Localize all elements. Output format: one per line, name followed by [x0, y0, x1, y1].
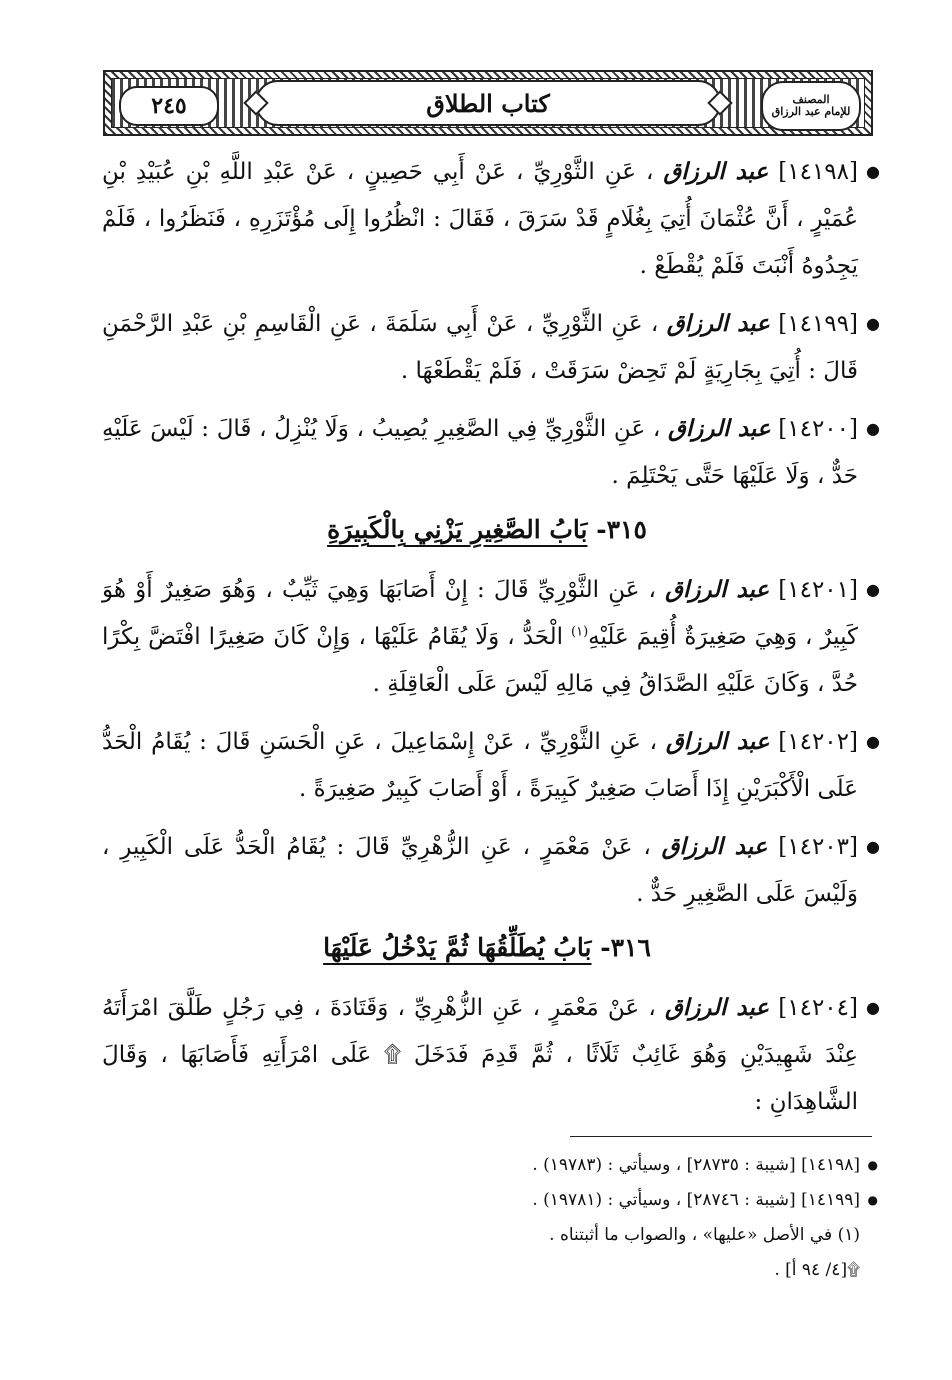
chapter-title: بَابُ يُطَلِّقُهَا ثُمَّ يَدْخُلُ عَلَيْهَا	[323, 933, 592, 962]
hadith-entry	[102, 300, 880, 395]
footnote-ref	[300, 1185, 878, 1216]
footnote-ref	[300, 1150, 878, 1181]
chapter-number: ٣١٥-	[596, 515, 647, 544]
entry-number: [١٤١٩٩]	[778, 311, 859, 337]
page-number: ٢٤٥	[119, 86, 219, 126]
footnote-ref-text: [١٤١٩٨] [شيبة : ٢٨٧٣٥] ، وسيأتي : (١٩٧٨٣) .	[532, 1155, 860, 1175]
footnote-note: (١) في الأصل «عليها» ، والصواب ما أثبتناه .	[549, 1225, 860, 1245]
bullet-icon: ●	[866, 314, 880, 333]
bullet-icon: ●	[867, 1158, 878, 1172]
page-header	[103, 70, 873, 136]
bullet-icon: ●	[866, 732, 880, 751]
bullet-icon: ●	[866, 162, 880, 181]
entry-author: عبد الرزاق	[665, 728, 770, 755]
entry-author: عبد الرزاق	[661, 833, 768, 860]
entry-text: ، عَنِ الثَّوْرِيِّ ، عَنْ أَبِي سَلَمَةَ ، عَنِ الْقَاسِمِ بْنِ عَبْدِ الرَّحْمَنِ قَالَ : أُتِيَ بِجَارِيَةٍ لَمْ تَحِضْ سَرَقَتْ ، فَلَمْ يَقْطَعْهَا .	[102, 311, 858, 384]
chapter-heading	[102, 928, 872, 968]
entry-text: ، عَنِ الثَّوْرِيِّ ، عَنْ إِسْمَاعِيلَ ، عَنِ الْحَسَنِ قَالَ : يُقَامُ الْحَدُّ عَلَى الْأَكْبَرَيْنِ إِذَا أَصَابَ صَغِيرٌ كَبِيرَةً ، أَوْ أَصَابَ كَبِيرٌ صَغِيرَةً .	[102, 729, 858, 802]
folio-marker: ۩[٤/ ٩٤ أ] .	[774, 1260, 860, 1280]
book-title: كتاب الطلاق	[426, 88, 550, 118]
hadith-entry	[102, 718, 880, 813]
main-text	[102, 148, 880, 1136]
footnote-divider	[570, 1136, 872, 1137]
hadith-entry	[102, 823, 880, 918]
entry-text-continued: الْحَدُّ ، وَلَا يُقَامُ عَلَيْهَا ، وَإِنْ كَانَ صَغِيرًا افْتَضَّ بِكْرًا حُدَّ ، وَكَانَ عَلَيْهِ الصَّدَاقُ فِي مَالِهِ لَيْسَ عَلَى الْعَاقِلَةِ .	[102, 624, 858, 697]
entry-text: ، عَنِ الثَّوْرِيِّ ، عَنْ أَبِي حَصِينٍ ، عَنْ عَبْدِ اللَّهِ بْنِ عُبَيْدِ بْنِ عُمَيْرٍ ، أَنَّ عُثْمَانَ أُتِيَ بِغُلَامٍ قَدْ سَرَقَ ، فَقَالَ : انْظُرُوا إِلَى مُؤْتَزَرِهِ ، فَنَظَرُوا ، فَلَمْ يَجِدُوهُ أَنْبَتَ فَلَمْ يُقْطَعْ .	[102, 159, 858, 279]
entry-number: [١٤٢٠٤]	[778, 995, 858, 1021]
entry-number: [١٤٢٠١]	[778, 577, 859, 603]
chapter-heading	[102, 510, 872, 550]
entry-author: عبد الرزاق	[667, 415, 771, 442]
bullet-icon: ●	[866, 580, 880, 599]
entry-number: [١٤٢٠٣]	[778, 834, 858, 860]
hadith-entry	[102, 405, 880, 500]
series-seal	[761, 81, 861, 131]
footnotes	[300, 1150, 878, 1290]
entry-author: عبد الرزاق	[663, 158, 769, 185]
title-cartouche	[255, 80, 721, 126]
entry-author: عبد الرزاق	[665, 576, 770, 603]
entry-author: عبد الرزاق	[664, 994, 770, 1021]
chapter-title: بَابُ الصَّغِيرِ يَزْنِي بِالْكَبِيرَةِ	[327, 515, 588, 544]
series-seal-line1: المصنف	[792, 93, 830, 107]
entry-text: ، عَنْ مَعْمَرٍ ، عَنِ الزُّهْرِيِّ ، وَقَتَادَةَ ، فِي رَجُلٍ طَلَّقَ امْرَأَتَهُ عِنْدَ شَهِيدَيْنِ وَهُوَ غَائِبٌ ثَلَاثًا ، ثُمَّ قَدِمَ فَدَخَلَ ۩ عَلَى امْرَأَتِهِ فَأَصَابَهَا ، وَقَالَ الشَّاهِدَانِ :	[102, 995, 858, 1115]
entry-text: ، عَنْ مَعْمَرٍ ، عَنِ الزُّهْرِيِّ قَالَ : يُقَامُ الْحَدُّ عَلَى الْكَبِيرِ ، وَلَيْسَ عَلَى الصَّغِيرِ حَدٌّ .	[102, 834, 858, 907]
bullet-icon: ●	[867, 1193, 878, 1207]
hadith-entry	[102, 984, 880, 1126]
entry-number: [١٤١٩٨]	[778, 159, 858, 185]
entry-number: [١٤٢٠٠]	[778, 416, 858, 442]
bullet-icon: ●	[866, 419, 880, 438]
bullet-icon: ●	[866, 837, 880, 856]
entry-text: ، عَنِ الثَّوْرِيِّ فِي الصَّغِيرِ يُصِيبُ ، وَلَا يُنْزِلُ ، قَالَ : لَيْسَ عَلَيْهِ حَدٌّ ، وَلَا عَلَيْهَا حَتَّى يَحْتَلِمَ .	[102, 416, 858, 489]
entry-text: ، عَنِ الثَّوْرِيِّ قَالَ : إِنْ أَصَابَهَا وَهِيَ ثَيِّبٌ ، وَهُوَ صَغِيرٌ أَوْ هُوَ كَبِيرٌ ، وَهِيَ صَغِيرَةٌ أُقِيمَ عَلَيْهِ	[102, 577, 858, 650]
entry-author: عبد الرزاق	[666, 310, 770, 337]
hadith-entry	[102, 148, 880, 290]
chapter-number: ٣١٦-	[600, 933, 651, 962]
hadith-entry	[102, 566, 880, 708]
series-seal-line2: للإمام عبد الرزاق	[771, 105, 851, 118]
footnote-ref-text: [١٤١٩٩] [شيبة : ٢٨٧٤٦] ، وسيأتي : (١٩٧٨١) .	[532, 1190, 860, 1210]
entry-number: [١٤٢٠٢]	[778, 729, 858, 755]
footnote-marker: (١)	[571, 624, 589, 640]
bullet-icon: ●	[866, 998, 880, 1017]
